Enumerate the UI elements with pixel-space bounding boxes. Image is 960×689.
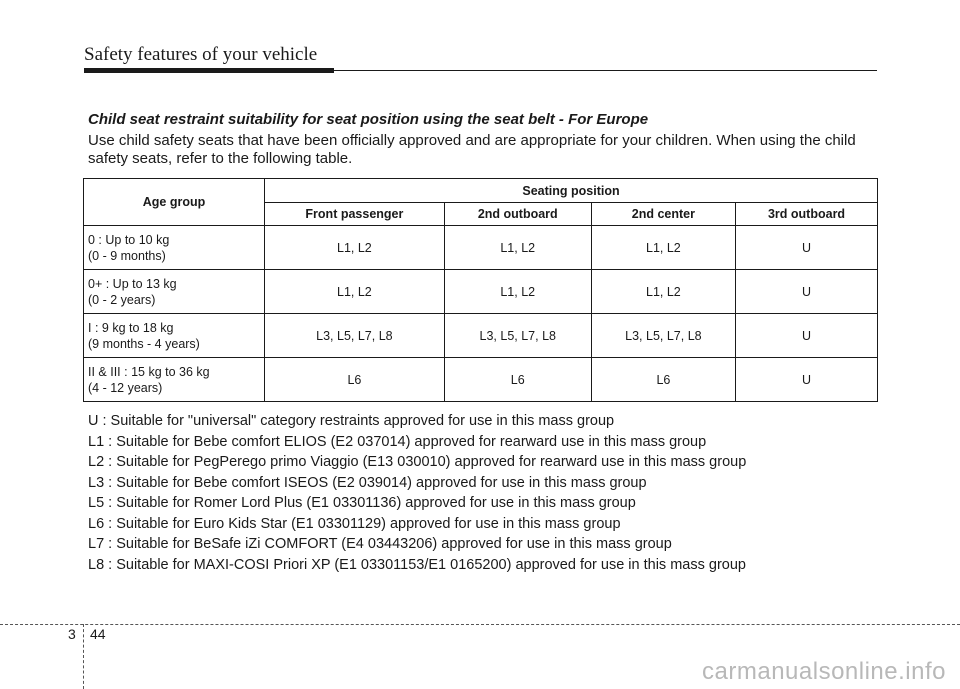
seating-position-header: Seating position: [265, 179, 878, 203]
age-group-weight: 0 : Up to 10 kg: [88, 232, 170, 247]
legend-note-l2: L2 : Suitable for PegPerego primo Viaggio (E13 030010) approved for rearward use in this mass group: [88, 454, 747, 470]
table-cell: L6: [444, 358, 591, 402]
table-cell: L6: [591, 358, 735, 402]
age-group-weight: I : 9 kg to 18 kg: [88, 320, 174, 335]
age-group-weight: II & III : 15 kg to 36 kg: [88, 364, 210, 379]
header-rule-thin: [334, 70, 877, 71]
legend-note-u: U : Suitable for "universal" category restraints approved for use in this mass group: [88, 413, 615, 429]
legend-note-l5: L5 : Suitable for Romer Lord Plus (E1 03301136) approved for use in this mass group: [88, 495, 636, 511]
table-cell: L1, L2: [444, 226, 591, 270]
table-cell: L1, L2: [265, 226, 445, 270]
column-header-front-passenger: Front passenger: [265, 203, 445, 226]
age-group-cell: [84, 314, 265, 358]
age-group-cell: [84, 358, 265, 402]
table-row: [84, 358, 878, 402]
table-cell: L3, L5, L7, L8: [591, 314, 735, 358]
table-cell: U: [736, 358, 878, 402]
table-cell: L1, L2: [591, 270, 735, 314]
table-row: [84, 226, 878, 270]
column-header-2nd-center: 2nd center: [591, 203, 735, 226]
table-cell: L1, L2: [444, 270, 591, 314]
table-cell: U: [736, 314, 878, 358]
column-header-3rd-outboard: 3rd outboard: [736, 203, 878, 226]
suitability-table: [83, 178, 878, 402]
legend-note-l6: L6 : Suitable for Euro Kids Star (E1 03301129) approved for use in this mass group: [88, 515, 621, 532]
age-group-weight: 0+ : Up to 13 kg: [88, 276, 177, 291]
table-cell: L3, L5, L7, L8: [444, 314, 591, 358]
age-group-range: (0 - 2 years): [88, 292, 156, 307]
table-cell: L1, L2: [265, 270, 445, 314]
header-rule-thick: [84, 68, 334, 73]
footer-rule: [0, 624, 960, 625]
age-group-range: (0 - 9 months): [88, 248, 166, 263]
table-header-row: [84, 179, 878, 203]
age-group-header: Age group: [84, 179, 265, 226]
legend-note-l1: L1 : Suitable for Bebe comfort ELIOS (E2 037014) approved for rearward use in this mass group: [88, 433, 707, 450]
table-row: [84, 270, 878, 314]
section-title: Child seat restraint suitability for seat position using the seat belt - For Europe: [88, 111, 649, 128]
age-group-cell: [84, 270, 265, 314]
page-header-title: Safety features of your vehicle: [84, 44, 318, 65]
age-group-range: (9 months - 4 years): [88, 336, 200, 351]
legend-note-l8: L8 : Suitable for MAXI-COSI Priori XP (E1 03301153/E1 0165200) approved for use in this mass group: [88, 556, 746, 573]
age-group-cell: [84, 226, 265, 270]
table-cell: L1, L2: [591, 226, 735, 270]
table-cell: L3, L5, L7, L8: [265, 314, 445, 358]
legend-note-l3: L3 : Suitable for Bebe comfort ISEOS (E2 039014) approved for use in this mass group: [88, 474, 647, 491]
table-row: [84, 314, 878, 358]
legend-notes: [88, 411, 746, 575]
footer-vertical-rule: [83, 624, 84, 689]
page-number: 44: [90, 626, 106, 642]
table-cell: U: [736, 270, 878, 314]
age-group-range: (4 - 12 years): [88, 380, 163, 395]
chapter-number: 3: [68, 626, 76, 642]
watermark: carmanualsonline.info: [702, 658, 946, 685]
column-header-2nd-outboard: 2nd outboard: [444, 203, 591, 226]
table-cell: L6: [265, 358, 445, 402]
intro-paragraph: Use child safety seats that have been officially approved and are appropriate for your children. When using the child safety seats, refer to the following table.: [88, 132, 856, 167]
legend-note-l7: L7 : Suitable for BeSafe iZi COMFORT (E4 03443206) approved for use in this mass group: [88, 536, 672, 552]
table-cell: U: [736, 226, 878, 270]
